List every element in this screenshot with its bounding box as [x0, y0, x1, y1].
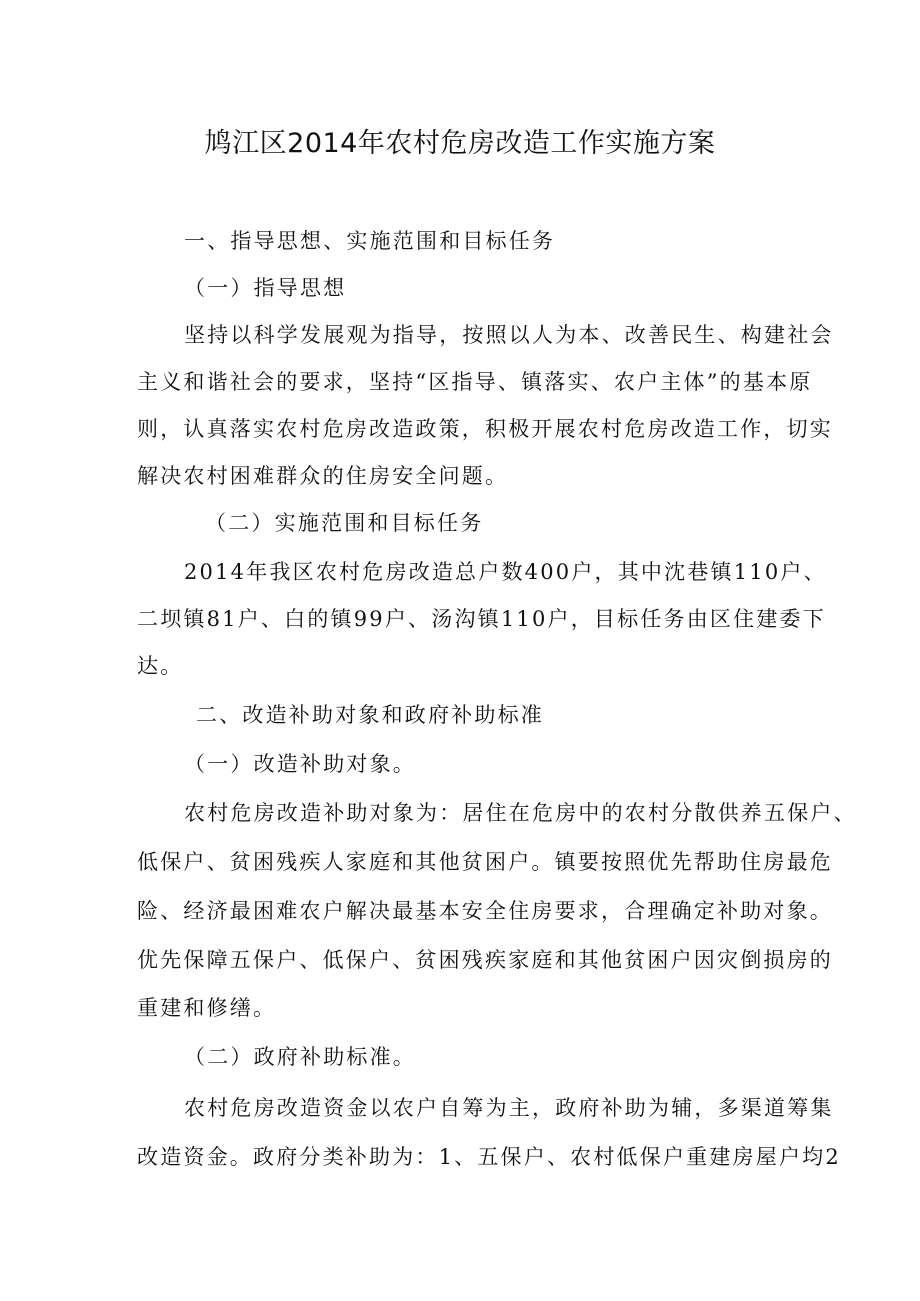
- paragraph-line: 主义和谐社会的要求，坚持“区指导、镇落实、农户主体”的基本原: [137, 370, 813, 394]
- paragraph-line: 解决农村困难群众的住房安全问题。: [137, 464, 509, 488]
- subsection-heading-1-2: （二）实施范围和目标任务: [205, 511, 484, 535]
- subsection-heading-2-2: （二）政府补助标准。: [184, 1045, 416, 1069]
- paragraph-line: 二坝镇81户、白的镇99户、汤沟镇110户，目标任务由区住建委下: [137, 607, 826, 631]
- paragraph-line: 低保户、贫困残疾人家庭和其他贫困户。镇要按照优先帮助住房最危: [137, 850, 833, 874]
- document-title: 鸠江区2014年农村危房改造工作实施方案: [204, 128, 716, 159]
- paragraph-line: 优先保障五保户、低保户、贫困残疾家庭和其他贫困户因灾倒损房的: [137, 948, 833, 972]
- subsection-heading-2-1: （一）改造补助对象。: [184, 752, 416, 776]
- paragraph-line: 重建和修缮。: [137, 996, 277, 1020]
- section-heading-1: 一、指导思想、实施范围和目标任务: [184, 229, 556, 253]
- section-heading-2: 二、改造补助对象和政府补助标准: [196, 703, 544, 727]
- paragraph-line: 2014年我区农村危房改造总户数400户，其中沈巷镇110户、: [184, 560, 827, 584]
- paragraph-line: 达。: [137, 654, 184, 678]
- paragraph-line: 改造资金。政府分类补助为：1、五保户、农村低保户重建房屋户均2: [137, 1145, 841, 1169]
- paragraph-line: 则，认真落实农村危房改造政策，积极开展农村危房改造工作，切实: [137, 417, 833, 441]
- paragraph-line: 农村危房改造资金以农户自筹为主，政府补助为辅，多渠道筹集: [184, 1096, 834, 1120]
- paragraph-line: 农村危房改造补助对象为：居住在危房中的农村分散供养五保户、: [184, 801, 857, 825]
- subsection-heading-1-1: （一）指导思想: [184, 276, 347, 300]
- paragraph-line: 险、经济最困难农户解决最基本安全住房要求，合理确定补助对象。: [137, 899, 833, 923]
- paragraph-line: 坚持以科学发展观为指导，按照以人为本、改善民生、构建社会: [184, 323, 834, 347]
